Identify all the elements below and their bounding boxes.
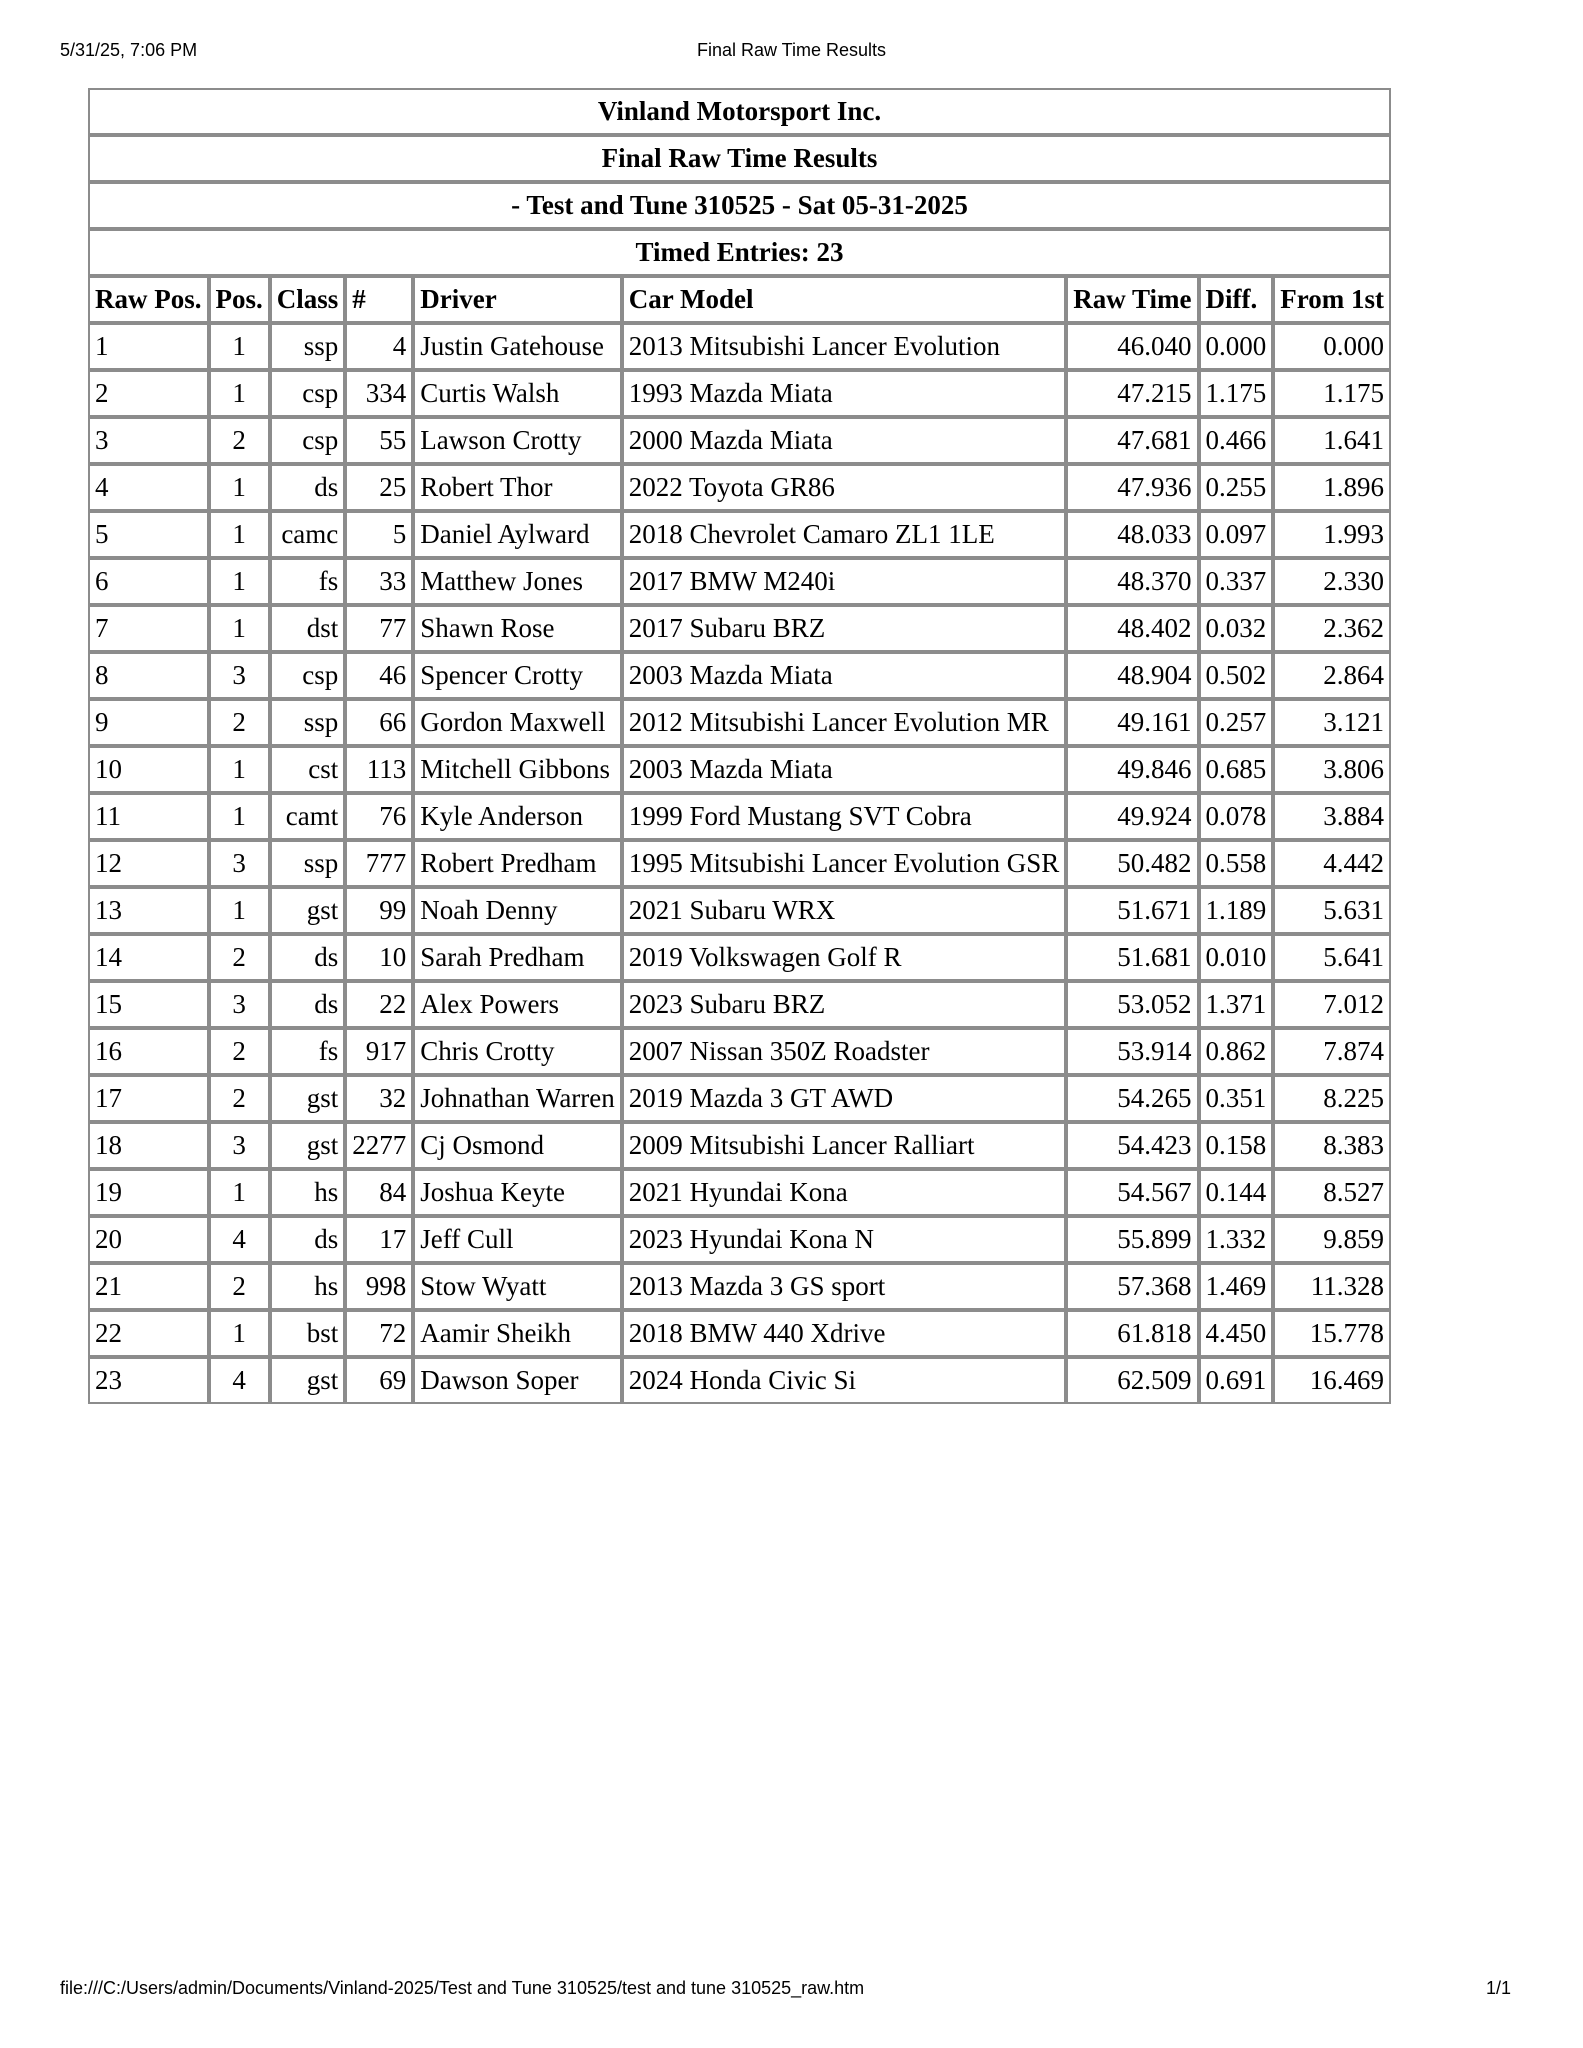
raw-pos-cell: 4 xyxy=(88,464,209,511)
pos-cell: 1 xyxy=(209,370,270,417)
raw-time-cell: 53.914 xyxy=(1066,1028,1198,1075)
raw-time-cell: 51.671 xyxy=(1066,887,1198,934)
print-datetime: 5/31/25, 7:06 PM xyxy=(60,40,198,60)
car-number-cell: 76 xyxy=(345,793,413,840)
raw-pos-cell: 5 xyxy=(88,511,209,558)
table-row xyxy=(88,840,1391,887)
raw-pos-cell: 19 xyxy=(88,1169,209,1216)
from-first-cell: 3.884 xyxy=(1273,793,1391,840)
car-number-cell: 4 xyxy=(345,323,413,370)
class-cell: csp xyxy=(270,652,346,699)
col-pos: Pos. xyxy=(209,276,270,323)
pos-cell: 1 xyxy=(209,1169,270,1216)
diff-cell: 0.351 xyxy=(1199,1075,1274,1122)
car-number-cell: 334 xyxy=(345,370,413,417)
table-row xyxy=(88,1216,1391,1263)
driver-cell: Matthew Jones xyxy=(413,558,622,605)
org-name: Vinland Motorsport Inc. xyxy=(88,88,1391,135)
car-number-cell: 77 xyxy=(345,605,413,652)
pos-cell: 1 xyxy=(209,464,270,511)
car-number-cell: 66 xyxy=(345,699,413,746)
raw-time-cell: 49.846 xyxy=(1066,746,1198,793)
car-model-cell: 2017 BMW M240i xyxy=(622,558,1066,605)
pos-cell: 1 xyxy=(209,746,270,793)
raw-pos-cell: 17 xyxy=(88,1075,209,1122)
diff-cell: 0.000 xyxy=(1199,323,1274,370)
diff-cell: 4.450 xyxy=(1199,1310,1274,1357)
diff-cell: 0.032 xyxy=(1199,605,1274,652)
driver-cell: Aamir Sheikh xyxy=(413,1310,622,1357)
raw-pos-cell: 23 xyxy=(88,1357,209,1404)
from-first-cell: 0.000 xyxy=(1273,323,1391,370)
diff-cell: 0.010 xyxy=(1199,934,1274,981)
raw-time-cell: 61.818 xyxy=(1066,1310,1198,1357)
class-cell: fs xyxy=(270,558,346,605)
title-row-report xyxy=(88,135,1391,182)
car-model-cell: 2021 Hyundai Kona xyxy=(622,1169,1066,1216)
diff-cell: 1.371 xyxy=(1199,981,1274,1028)
class-cell: bst xyxy=(270,1310,346,1357)
class-cell: dst xyxy=(270,605,346,652)
raw-pos-cell: 1 xyxy=(88,323,209,370)
raw-time-cell: 54.423 xyxy=(1066,1122,1198,1169)
car-model-cell: 2007 Nissan 350Z Roadster xyxy=(622,1028,1066,1075)
raw-pos-cell: 22 xyxy=(88,1310,209,1357)
class-cell: gst xyxy=(270,1357,346,1404)
raw-pos-cell: 13 xyxy=(88,887,209,934)
report-title: Final Raw Time Results xyxy=(88,135,1391,182)
from-first-cell: 16.469 xyxy=(1273,1357,1391,1404)
diff-cell: 1.175 xyxy=(1199,370,1274,417)
table-row xyxy=(88,1263,1391,1310)
raw-time-cell: 48.904 xyxy=(1066,652,1198,699)
diff-cell: 0.862 xyxy=(1199,1028,1274,1075)
from-first-cell: 7.012 xyxy=(1273,981,1391,1028)
class-cell: gst xyxy=(270,1122,346,1169)
col-raw-time: Raw Time xyxy=(1066,276,1198,323)
from-first-cell: 8.527 xyxy=(1273,1169,1391,1216)
from-first-cell: 11.328 xyxy=(1273,1263,1391,1310)
driver-cell: Joshua Keyte xyxy=(413,1169,622,1216)
title-row-org xyxy=(88,88,1391,135)
raw-pos-cell: 15 xyxy=(88,981,209,1028)
class-cell: hs xyxy=(270,1169,346,1216)
car-model-cell: 2021 Subaru WRX xyxy=(622,887,1066,934)
diff-cell: 0.255 xyxy=(1199,464,1274,511)
pos-cell: 1 xyxy=(209,558,270,605)
table-row xyxy=(88,793,1391,840)
diff-cell: 0.257 xyxy=(1199,699,1274,746)
pos-cell: 3 xyxy=(209,981,270,1028)
driver-cell: Dawson Soper xyxy=(413,1357,622,1404)
class-cell: ssp xyxy=(270,699,346,746)
diff-cell: 1.332 xyxy=(1199,1216,1274,1263)
col-from-first: From 1st xyxy=(1273,276,1391,323)
class-cell: gst xyxy=(270,887,346,934)
class-cell: ssp xyxy=(270,840,346,887)
pos-cell: 3 xyxy=(209,652,270,699)
raw-time-cell: 55.899 xyxy=(1066,1216,1198,1263)
pos-cell: 4 xyxy=(209,1357,270,1404)
class-cell: gst xyxy=(270,1075,346,1122)
from-first-cell: 2.330 xyxy=(1273,558,1391,605)
raw-pos-cell: 7 xyxy=(88,605,209,652)
car-model-cell: 2012 Mitsubishi Lancer Evolution MR xyxy=(622,699,1066,746)
class-cell: ds xyxy=(270,934,346,981)
car-number-cell: 5 xyxy=(345,511,413,558)
file-path: file:///C:/Users/admin/Documents/Vinland-2025/Test and Tune 310525/test and tune 310525_raw.htm xyxy=(60,1978,865,1998)
raw-time-cell: 51.681 xyxy=(1066,934,1198,981)
page-number: 1/1 xyxy=(1485,1978,1511,1998)
col-diff: Diff. xyxy=(1199,276,1274,323)
car-model-cell: 1995 Mitsubishi Lancer Evolution GSR xyxy=(622,840,1066,887)
driver-cell: Daniel Aylward xyxy=(413,511,622,558)
table-row xyxy=(88,746,1391,793)
class-cell: ds xyxy=(270,1216,346,1263)
car-model-cell: 2013 Mitsubishi Lancer Evolution xyxy=(622,323,1066,370)
diff-cell: 0.078 xyxy=(1199,793,1274,840)
pos-cell: 2 xyxy=(209,934,270,981)
car-number-cell: 22 xyxy=(345,981,413,1028)
table-row xyxy=(88,511,1391,558)
table-row xyxy=(88,417,1391,464)
col-car-model: Car Model xyxy=(622,276,1066,323)
table-row xyxy=(88,605,1391,652)
raw-time-cell: 49.161 xyxy=(1066,699,1198,746)
raw-pos-cell: 16 xyxy=(88,1028,209,1075)
diff-cell: 0.691 xyxy=(1199,1357,1274,1404)
car-model-cell: 1993 Mazda Miata xyxy=(622,370,1066,417)
pos-cell: 1 xyxy=(209,793,270,840)
col-number: # xyxy=(345,276,413,323)
diff-cell: 0.558 xyxy=(1199,840,1274,887)
raw-pos-cell: 9 xyxy=(88,699,209,746)
car-model-cell: 2013 Mazda 3 GS sport xyxy=(622,1263,1066,1310)
from-first-cell: 1.896 xyxy=(1273,464,1391,511)
car-model-cell: 2018 Chevrolet Camaro ZL1 1LE xyxy=(622,511,1066,558)
car-number-cell: 69 xyxy=(345,1357,413,1404)
from-first-cell: 5.631 xyxy=(1273,887,1391,934)
driver-cell: Noah Denny xyxy=(413,887,622,934)
pos-cell: 3 xyxy=(209,1122,270,1169)
table-row xyxy=(88,1169,1391,1216)
diff-cell: 0.466 xyxy=(1199,417,1274,464)
diff-cell: 0.097 xyxy=(1199,511,1274,558)
from-first-cell: 5.641 xyxy=(1273,934,1391,981)
table-row xyxy=(88,1075,1391,1122)
title-row-event xyxy=(88,182,1391,229)
col-driver: Driver xyxy=(413,276,622,323)
diff-cell: 0.144 xyxy=(1199,1169,1274,1216)
car-number-cell: 917 xyxy=(345,1028,413,1075)
title-row-entries xyxy=(88,229,1391,276)
raw-pos-cell: 6 xyxy=(88,558,209,605)
car-number-cell: 10 xyxy=(345,934,413,981)
print-footer xyxy=(0,1978,1583,2002)
pos-cell: 1 xyxy=(209,887,270,934)
pos-cell: 3 xyxy=(209,840,270,887)
from-first-cell: 2.864 xyxy=(1273,652,1391,699)
class-cell: csp xyxy=(270,417,346,464)
raw-pos-cell: 21 xyxy=(88,1263,209,1310)
table-row xyxy=(88,1122,1391,1169)
table-row xyxy=(88,652,1391,699)
raw-time-cell: 48.402 xyxy=(1066,605,1198,652)
class-cell: ds xyxy=(270,981,346,1028)
diff-cell: 0.337 xyxy=(1199,558,1274,605)
car-model-cell: 2003 Mazda Miata xyxy=(622,746,1066,793)
raw-time-cell: 62.509 xyxy=(1066,1357,1198,1404)
car-number-cell: 998 xyxy=(345,1263,413,1310)
col-class: Class xyxy=(270,276,346,323)
class-cell: camc xyxy=(270,511,346,558)
raw-time-cell: 48.033 xyxy=(1066,511,1198,558)
table-row xyxy=(88,934,1391,981)
driver-cell: Sarah Predham xyxy=(413,934,622,981)
raw-pos-cell: 8 xyxy=(88,652,209,699)
pos-cell: 1 xyxy=(209,1310,270,1357)
driver-cell: Lawson Crotty xyxy=(413,417,622,464)
car-number-cell: 33 xyxy=(345,558,413,605)
car-number-cell: 777 xyxy=(345,840,413,887)
car-model-cell: 2023 Subaru BRZ xyxy=(622,981,1066,1028)
class-cell: ds xyxy=(270,464,346,511)
diff-cell: 0.502 xyxy=(1199,652,1274,699)
table-row xyxy=(88,323,1391,370)
raw-pos-cell: 18 xyxy=(88,1122,209,1169)
event-title: - Test and Tune 310525 - Sat 05-31-2025 xyxy=(88,182,1391,229)
raw-pos-cell: 11 xyxy=(88,793,209,840)
driver-cell: Shawn Rose xyxy=(413,605,622,652)
from-first-cell: 1.175 xyxy=(1273,370,1391,417)
print-header xyxy=(0,40,1583,64)
car-number-cell: 84 xyxy=(345,1169,413,1216)
table-row xyxy=(88,464,1391,511)
driver-cell: Gordon Maxwell xyxy=(413,699,622,746)
car-model-cell: 2009 Mitsubishi Lancer Ralliart xyxy=(622,1122,1066,1169)
from-first-cell: 1.641 xyxy=(1273,417,1391,464)
driver-cell: Jeff Cull xyxy=(413,1216,622,1263)
driver-cell: Curtis Walsh xyxy=(413,370,622,417)
column-header-row xyxy=(88,276,1391,323)
car-number-cell: 55 xyxy=(345,417,413,464)
raw-time-cell: 47.215 xyxy=(1066,370,1198,417)
class-cell: camt xyxy=(270,793,346,840)
raw-pos-cell: 12 xyxy=(88,840,209,887)
driver-cell: Cj Osmond xyxy=(413,1122,622,1169)
table-row xyxy=(88,1357,1391,1404)
driver-cell: Justin Gatehouse xyxy=(413,323,622,370)
driver-cell: Stow Wyatt xyxy=(413,1263,622,1310)
raw-time-cell: 47.681 xyxy=(1066,417,1198,464)
driver-cell: Robert Predham xyxy=(413,840,622,887)
results-table xyxy=(88,88,1391,1404)
driver-cell: Mitchell Gibbons xyxy=(413,746,622,793)
raw-time-cell: 54.265 xyxy=(1066,1075,1198,1122)
from-first-cell: 1.993 xyxy=(1273,511,1391,558)
from-first-cell: 7.874 xyxy=(1273,1028,1391,1075)
pos-cell: 2 xyxy=(209,1075,270,1122)
table-row xyxy=(88,981,1391,1028)
driver-cell: Spencer Crotty xyxy=(413,652,622,699)
raw-pos-cell: 20 xyxy=(88,1216,209,1263)
timed-entries: Timed Entries: 23 xyxy=(88,229,1391,276)
car-model-cell: 2003 Mazda Miata xyxy=(622,652,1066,699)
diff-cell: 0.685 xyxy=(1199,746,1274,793)
car-model-cell: 2017 Subaru BRZ xyxy=(622,605,1066,652)
from-first-cell: 8.383 xyxy=(1273,1122,1391,1169)
table-row xyxy=(88,558,1391,605)
car-model-cell: 1999 Ford Mustang SVT Cobra xyxy=(622,793,1066,840)
car-model-cell: 2023 Hyundai Kona N xyxy=(622,1216,1066,1263)
raw-pos-cell: 3 xyxy=(88,417,209,464)
from-first-cell: 9.859 xyxy=(1273,1216,1391,1263)
print-title: Final Raw Time Results xyxy=(696,40,887,60)
driver-cell: Chris Crotty xyxy=(413,1028,622,1075)
car-model-cell: 2018 BMW 440 Xdrive xyxy=(622,1310,1066,1357)
pos-cell: 2 xyxy=(209,1028,270,1075)
from-first-cell: 3.806 xyxy=(1273,746,1391,793)
car-number-cell: 25 xyxy=(345,464,413,511)
pos-cell: 1 xyxy=(209,511,270,558)
from-first-cell: 8.225 xyxy=(1273,1075,1391,1122)
pos-cell: 4 xyxy=(209,1216,270,1263)
car-number-cell: 32 xyxy=(345,1075,413,1122)
driver-cell: Alex Powers xyxy=(413,981,622,1028)
raw-time-cell: 50.482 xyxy=(1066,840,1198,887)
pos-cell: 1 xyxy=(209,605,270,652)
driver-cell: Kyle Anderson xyxy=(413,793,622,840)
raw-time-cell: 49.924 xyxy=(1066,793,1198,840)
class-cell: hs xyxy=(270,1263,346,1310)
table-row xyxy=(88,699,1391,746)
table-row xyxy=(88,1028,1391,1075)
from-first-cell: 2.362 xyxy=(1273,605,1391,652)
raw-time-cell: 53.052 xyxy=(1066,981,1198,1028)
pos-cell: 2 xyxy=(209,1263,270,1310)
driver-cell: Johnathan Warren xyxy=(413,1075,622,1122)
raw-pos-cell: 2 xyxy=(88,370,209,417)
diff-cell: 1.189 xyxy=(1199,887,1274,934)
car-number-cell: 2277 xyxy=(345,1122,413,1169)
class-cell: fs xyxy=(270,1028,346,1075)
driver-cell: Robert Thor xyxy=(413,464,622,511)
car-model-cell: 2019 Mazda 3 GT AWD xyxy=(622,1075,1066,1122)
raw-time-cell: 46.040 xyxy=(1066,323,1198,370)
from-first-cell: 15.778 xyxy=(1273,1310,1391,1357)
raw-time-cell: 48.370 xyxy=(1066,558,1198,605)
class-cell: ssp xyxy=(270,323,346,370)
car-model-cell: 2019 Volkswagen Golf R xyxy=(622,934,1066,981)
car-number-cell: 17 xyxy=(345,1216,413,1263)
car-model-cell: 2022 Toyota GR86 xyxy=(622,464,1066,511)
raw-time-cell: 57.368 xyxy=(1066,1263,1198,1310)
class-cell: csp xyxy=(270,370,346,417)
from-first-cell: 3.121 xyxy=(1273,699,1391,746)
car-model-cell: 2000 Mazda Miata xyxy=(622,417,1066,464)
col-raw-pos: Raw Pos. xyxy=(88,276,209,323)
car-number-cell: 46 xyxy=(345,652,413,699)
results-body xyxy=(88,323,1391,1404)
pos-cell: 1 xyxy=(209,323,270,370)
diff-cell: 1.469 xyxy=(1199,1263,1274,1310)
raw-time-cell: 54.567 xyxy=(1066,1169,1198,1216)
class-cell: cst xyxy=(270,746,346,793)
raw-time-cell: 47.936 xyxy=(1066,464,1198,511)
table-row xyxy=(88,370,1391,417)
car-number-cell: 113 xyxy=(345,746,413,793)
car-number-cell: 99 xyxy=(345,887,413,934)
from-first-cell: 4.442 xyxy=(1273,840,1391,887)
raw-pos-cell: 10 xyxy=(88,746,209,793)
diff-cell: 0.158 xyxy=(1199,1122,1274,1169)
raw-pos-cell: 14 xyxy=(88,934,209,981)
pos-cell: 2 xyxy=(209,699,270,746)
car-model-cell: 2024 Honda Civic Si xyxy=(622,1357,1066,1404)
pos-cell: 2 xyxy=(209,417,270,464)
table-row xyxy=(88,887,1391,934)
table-row xyxy=(88,1310,1391,1357)
car-number-cell: 72 xyxy=(345,1310,413,1357)
